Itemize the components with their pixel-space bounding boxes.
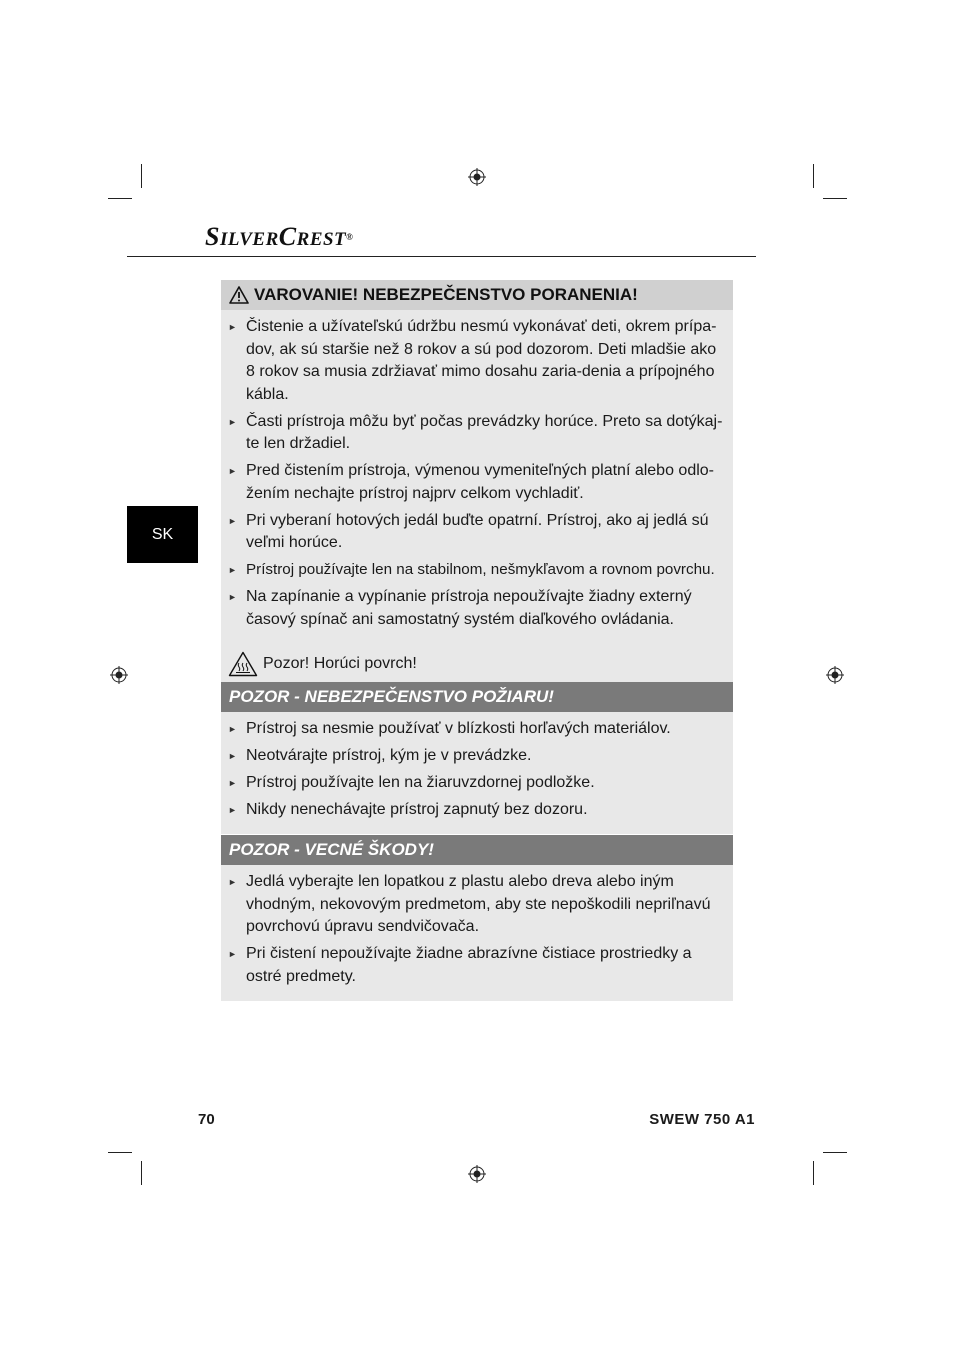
list-item: ► Jedlá vyberajte len lopatkou z plastu alebo dreva alebo iným vhodným, nekovovým predmetom, aby ste nepoškodili nepriľnavú povrchovú úpravu sendvičovača. [228,873,711,935]
arrow-bullet-icon: ► [228,877,237,887]
warning-box-title: VAROVANIE! NEBEZPEČENSTVO PORANENIA! [254,285,638,304]
arrow-bullet-icon: ► [228,805,237,815]
warning-list [221,310,733,644]
hot-surface-note [221,644,733,686]
arrow-bullet-icon: ► [228,949,237,959]
list-item: ► Prístroj sa nesmie používať v blízkosti horľavých materiálov. [228,718,725,741]
arrow-bullet-icon: ► [228,592,237,602]
fire-box [221,682,733,834]
damage-box-header [221,835,733,865]
list-item: ► Prístroj používajte len na stabilnom, nešmykľavom a rovnom povrchu. [228,559,725,582]
list-item: ► Pri čistení nepoužívajte žiadne abrazívne čistiace prostriedky a ostré predmety. [228,945,692,985]
brand-logo: SILVERCREST® [205,222,354,251]
registration-mark-icon [110,666,128,684]
crop-mark [108,198,132,199]
list-item: ► Čistenie a užívateľskú údržbu nesmú vykonávať deti, okrem prípa-dov, ak sú staršie než 8 rokov a sú pod dozorom. Deti mladšie ako 8 rokov sa musia zdržiavať mimo dosahu zaria-denia a prípojného kábla. [228,318,717,403]
registration-mark-icon [468,1165,486,1183]
arrow-bullet-icon: ► [228,751,237,761]
header-rule [127,256,756,257]
arrow-bullet-icon: ► [228,322,237,332]
damage-box [221,835,733,1001]
language-tab [127,506,198,563]
crop-mark [813,164,814,188]
hot-surface-icon [228,651,258,677]
arrow-bullet-icon: ► [228,466,237,476]
language-tab-label: SK [151,525,174,543]
model-number: SWEW 750 A1 [649,1111,755,1128]
list-item: ► Na zapínanie a vypínanie prístroja nepoužívajte žiadny externý časový spínač ani samostatný systém diaľkového ovládania. [228,588,692,628]
damage-box-title: POZOR - VECNÉ ŠKODY! [229,840,434,859]
damage-list [221,865,733,1001]
crop-mark [141,164,142,188]
warning-box [221,280,733,686]
list-item: ► Pri vyberaní hotových jedál buďte opatrní. Prístroj, ako aj jedlá sú veľmi horúce. [228,511,709,551]
crop-mark [141,1161,142,1185]
list-item: ► Neotvárajte prístroj, kým je v prevádzke. [228,745,725,768]
registration-mark-icon [468,168,486,186]
list-item: ► Pred čistením prístroja, výmenou vymeniteľných platní alebo odlo-žením nechajte prístroj najprv celkom vychladiť. [228,462,714,502]
warning-triangle-icon [229,286,249,304]
crop-mark [823,1152,847,1153]
page-number: 70 [198,1111,215,1128]
crop-mark [823,198,847,199]
list-item: ► Nikdy nenechávajte prístroj zapnutý bez dozoru. [228,799,725,822]
arrow-bullet-icon: ► [228,724,237,734]
list-item: ► Časti prístroja môžu byť počas prevádzky horúce. Preto sa dotýkaj-te len držadiel. [228,412,723,452]
arrow-bullet-icon: ► [228,416,237,427]
fire-list [221,712,733,834]
fire-box-title: POZOR - NEBEZPEČENSTVO POŽIARU! [229,687,554,706]
arrow-bullet-icon: ► [228,515,237,526]
list-item: ► Prístroj používajte len na žiaruvzdornej podložke. [228,772,725,795]
arrow-bullet-icon: ► [228,778,237,788]
warning-box-header [221,280,733,310]
crop-mark [108,1152,132,1153]
crop-mark [813,1161,814,1185]
registration-mark-icon [826,666,844,684]
hot-surface-text: Pozor! Horúci povrch! [263,654,417,672]
fire-box-header [221,682,733,712]
arrow-bullet-icon: ► [228,565,237,575]
